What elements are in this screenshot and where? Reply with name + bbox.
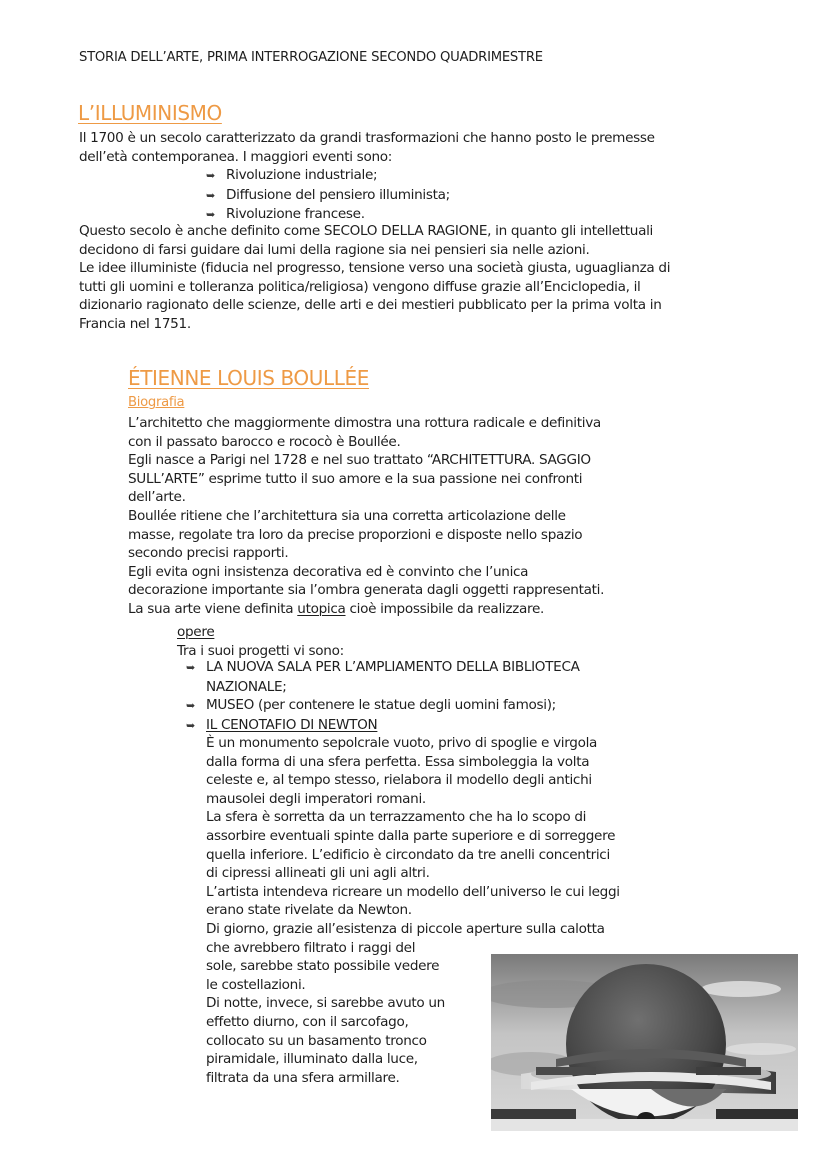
events-list <box>206 166 450 225</box>
hooked-arrow-bullet-icon: ➥ <box>186 718 195 732</box>
hooked-arrow-bullet-icon: ➥ <box>206 188 215 202</box>
paragraph-line: di cipressi allineati gli uni agli altri. <box>206 865 430 882</box>
hooked-arrow-bullet-icon: ➥ <box>186 699 195 713</box>
paragraph-line: effetto diurno, con il sarcofago, <box>206 1013 409 1030</box>
section-heading-boullee: ÉTIENNE LOUIS BOULLÉE <box>128 366 369 390</box>
paragraph-line: Egli evita ogni insistenza decorativa ed è convinto che l’unica <box>128 563 529 580</box>
paragraph-line: Boullée ritiene che l’architettura sia una corretta articolazione delle <box>128 507 566 524</box>
paragraph-line: secondo precisi rapporti. <box>128 545 289 562</box>
paragraph-line: erano state rivelate da Newton. <box>206 902 412 919</box>
paragraph-line: collocato su un basamento tronco <box>206 1032 427 1049</box>
list-item <box>186 716 580 736</box>
paragraph-line: filtrata da una sfera armillare. <box>206 1069 400 1086</box>
illuminismo-body <box>79 222 670 334</box>
paragraph-line: con il passato barocco e rococò è Boullée. <box>128 433 401 450</box>
opere-intro: Tra i suoi progetti vi sono: <box>177 642 344 659</box>
cenotafio-title: IL CENOTAFIO DI NEWTON <box>206 716 378 733</box>
opere-section <box>177 621 344 660</box>
paragraph-line: sole, sarebbe stato possibile vedere <box>206 958 440 975</box>
projects-list <box>186 658 580 735</box>
paragraph-line: piramidale, illuminato dalla luce, <box>206 1051 418 1068</box>
list-item: ➥ Rivoluzione francese. <box>206 205 450 225</box>
paragraph-line: È un monumento sepolcrale vuoto, privo di spoglie e virgola <box>206 735 598 751</box>
paragraph-line: quella inferiore. L’edificio è circondato da tre anelli concentrici <box>206 846 610 863</box>
paragraph-line: le costellazioni. <box>206 976 306 993</box>
paragraph-line: Il 1700 è un secolo caratterizzato da grandi trasformazioni che hanno posto le premesse <box>79 130 655 146</box>
paragraph-line: dizionario ragionato delle scienze, delle arti e dei mestieri pubblicato per la prima volta in <box>79 297 662 314</box>
paragraph-line: L’artista intendeva ricreare un modello dell’universo le cui leggi <box>206 883 620 900</box>
paragraph-line: Francia nel 1751. <box>79 315 191 332</box>
paragraph-line-utopica: La sua arte viene definita utopica cioè impossibile da realizzare. <box>128 600 545 617</box>
hooked-arrow-bullet-icon: ➥ <box>186 661 195 674</box>
paragraph-line: SULL’ARTE” esprime tutto il suo amore e la sua passione nei confronti <box>128 470 583 487</box>
paragraph-line: dell’arte. <box>128 489 186 506</box>
paragraph-line: decidono di farsi guidare dai lumi della ragione sia nei pensieri sia nelle azioni. <box>79 241 590 258</box>
illuminismo-intro <box>79 129 655 166</box>
paragraph-line: La sfera è sorretta da un terrazzamento che ha lo scopo di <box>206 809 587 826</box>
paragraph-line: assorbire eventuali spinte dalla parte superiore e di sorreggere <box>206 827 616 844</box>
paragraph-line: dell’età contemporanea. I maggiori eventi sono: <box>79 148 392 165</box>
paragraph-line: che avrebbero filtrato i raggi del <box>206 939 416 956</box>
subheading-biografia: Biografia <box>128 395 185 410</box>
list-item: ➥ MUSEO (per contenere le statue degli uomini famosi); <box>186 696 580 716</box>
paragraph-line: tutti gli uomini e tolleranza politica/religiosa) vengono diffuse grazie all’Enciclopedia, il <box>79 278 641 295</box>
hooked-arrow-bullet-icon: ➥ <box>206 208 215 222</box>
document-header: STORIA DELL’ARTE, PRIMA INTERROGAZIONE SECONDO QUADRIMESTRE <box>79 50 543 65</box>
list-item: ➥ LA NUOVA SALA PER L’AMPLIAMENTO DELLA BIBLIOTECA <box>186 658 580 678</box>
paragraph-line: masse, regolate tra loro da precise proporzioni e disposte nello spazio <box>128 526 583 543</box>
boullee-biography <box>128 414 604 619</box>
paragraph-line: mausolei degli imperatori romani. <box>206 790 426 807</box>
paragraph-line: L’architetto che maggiormente dimostra una rottura radicale e definitiva <box>128 415 601 431</box>
list-item: ➥ Rivoluzione industriale; <box>206 166 450 186</box>
paragraph-line: Le idee illuministe (fiducia nel progresso, tensione verso una società giusta, uguaglianza di <box>79 260 671 277</box>
paragraph-line: celeste e, al tempo stesso, rielabora il modello degli antichi <box>206 772 592 789</box>
paragraph-line: Di giorno, grazie all’esistenza di piccole aperture sulla calotta <box>206 920 605 937</box>
paragraph-line: decorazione importante sia l’ombra generata dagli oggetti rappresentati. <box>128 582 605 599</box>
hooked-arrow-bullet-icon: ➥ <box>206 169 215 182</box>
paragraph-line: Egli nasce a Parigi nel 1728 e nel suo trattato “ARCHITETTURA. SAGGIO <box>128 452 591 469</box>
section-heading-illuminismo: L’ILLUMINISMO <box>78 101 222 125</box>
subheading-opere: opere <box>177 624 215 640</box>
utopica-term: utopica <box>297 600 346 617</box>
list-item-continuation: NAZIONALE; <box>206 678 287 695</box>
paragraph-line: Di notte, invece, si sarebbe avuto un <box>206 995 445 1012</box>
list-item: ➥ Diffusione del pensiero illuminista; <box>206 186 450 206</box>
cenotafio-newton-image <box>491 954 798 1131</box>
paragraph-line: dalla forma di una sfera perfetta. Essa simboleggia la volta <box>206 753 590 770</box>
paragraph-line: Questo secolo è anche definito come SECOLO DELLA RAGIONE, in quanto gli intellettuali <box>79 223 654 239</box>
